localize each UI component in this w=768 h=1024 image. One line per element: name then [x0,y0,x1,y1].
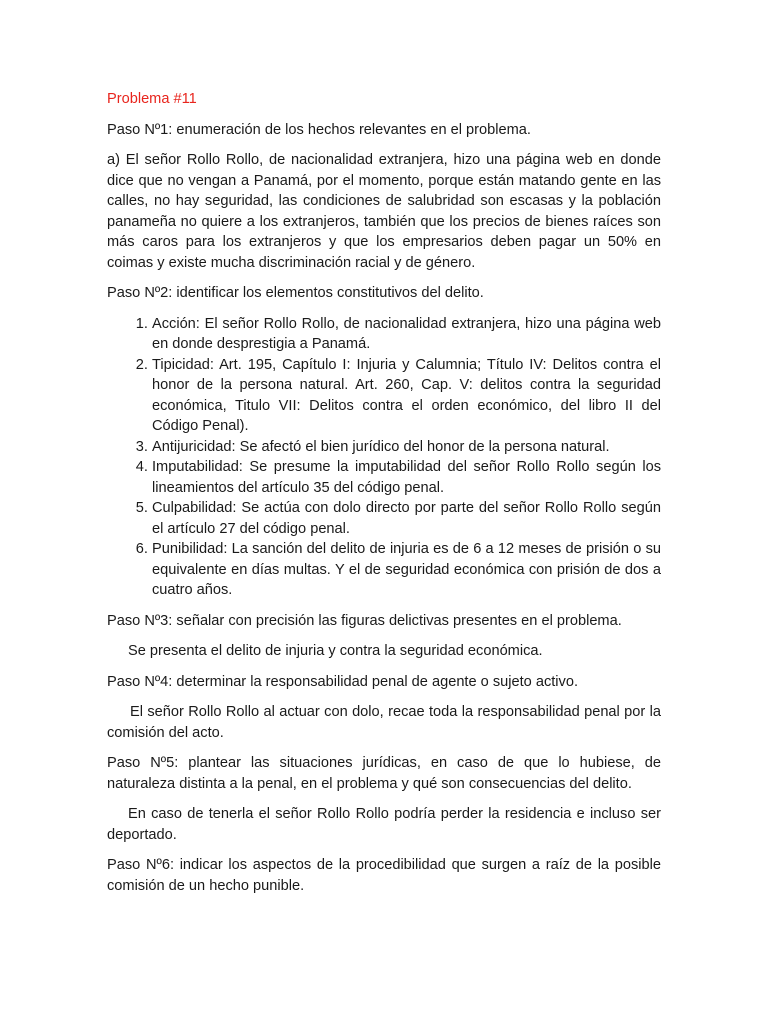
paso1-heading: Paso Nº1: enumeración de los hechos relevantes en el problema. [107,121,531,138]
list-item: 2. Tipicidad: Art. 195, Capítulo I: Injuria y Calumnia; Título IV: Delitos contra el honor de la persona natural. Art. 260, Cap. V: delitos contra la seguridad económica, Titulo VII: Delitos contra el orden económico, del libro II del Código Penal). [152,355,661,437]
paso6-heading: Paso Nº6: indicar los aspectos de la procedibilidad que surgen a raíz de la posible comisión de un hecho punible. [107,857,661,894]
paso2-heading: Paso Nº2: identificar los elementos constitutivos del delito. [107,285,484,301]
paso5-text: En caso de tenerla el señor Rollo Rollo podría perder la residencia e incluso ser deportado. [107,806,661,843]
paso4-heading: Paso Nº4: determinar la responsabilidad penal de agente o sujeto activo. [107,673,579,690]
list-item: 4. Imputabilidad: Se presume la imputabilidad del señor Rollo Rollo según los lineamientos del artículo 35 del código penal. [152,457,661,498]
paso1-text: a) El señor Rollo Rollo, de nacionalidad extranjera, hizo una página web en donde dice que no vengan a Panamá, por el momento, porque están matando gente en las calles, no hay seguridad, las condiciones de salubridad son escasas y la población panameña no quiere a los extranjeros, también que los precios de bienes raíces son más caros para los extranjeros y que los empresarios deben pagar un 50% en coimas y existe mucha discriminación racial y de género. [107,152,661,271]
problem-title: Problema #11 [107,91,197,107]
list-item: 1. Acción: El señor Rollo Rollo, de nacionalidad extranjera, hizo una página web en donde desprestigia a Panamá. [152,314,661,355]
elements-list [107,314,661,601]
list-item: 3. Antijuricidad: Se afectó el bien jurídico del honor de la persona natural. [152,437,661,458]
paso3-text: Se presenta el delito de injuria y contra la seguridad económica. [128,643,543,659]
paso4-text: El señor Rollo Rollo al actuar con dolo, recae toda la responsabilidad penal por la comisión del acto. [107,704,661,741]
list-item: 6. Punibilidad: La sanción del delito de injuria es de 6 a 12 meses de prisión o su equivalente en días multas. Y el de seguridad económica con prisión de dos a cuatro años. [152,539,661,601]
document-page [107,89,661,906]
paso3-heading: Paso Nº3: señalar con precisión las figuras delictivas presentes en el problema. [107,612,622,629]
list-item: 5. Culpabilidad: Se actúa con dolo directo por parte del señor Rollo Rollo según el artículo 27 del código penal. [152,498,661,539]
paso5-heading: Paso Nº5: plantear las situaciones jurídicas, en caso de que lo hubiese, de naturaleza distinta a la penal, en el problema y qué son consecuencias del delito. [107,755,661,792]
